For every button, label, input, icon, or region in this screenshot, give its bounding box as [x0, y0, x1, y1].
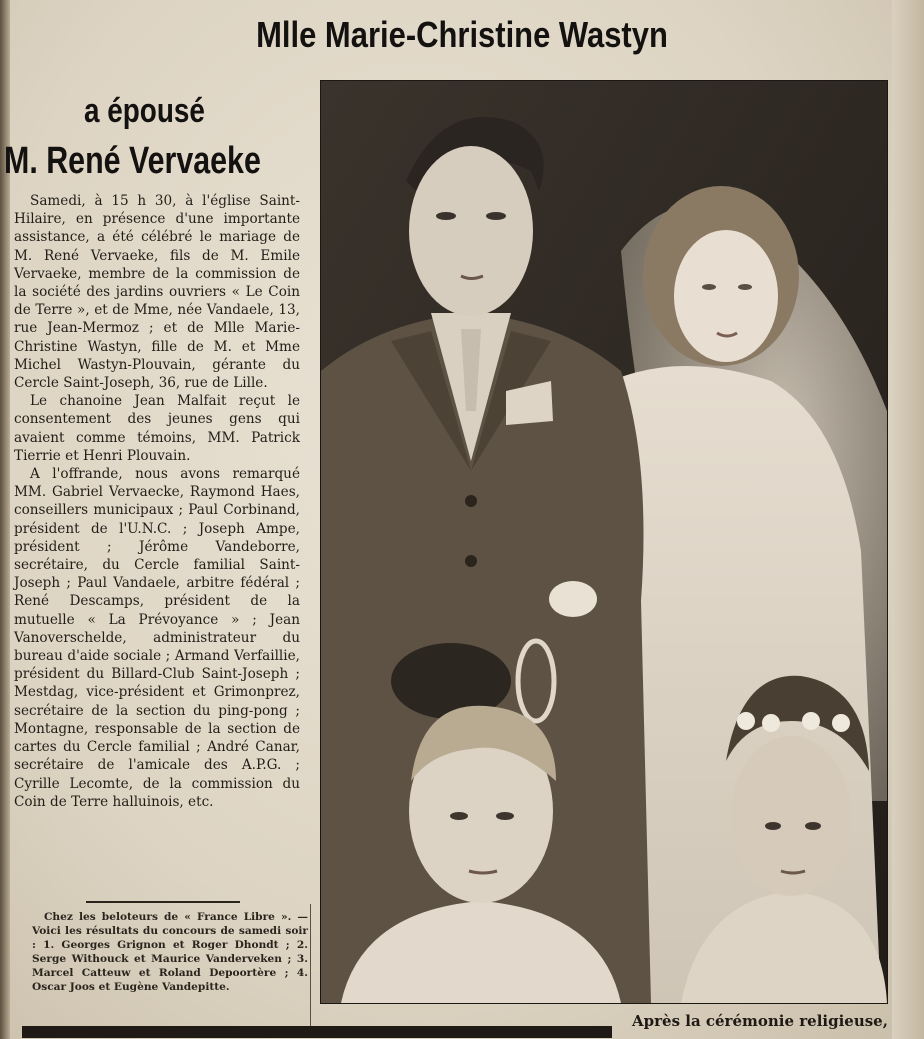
brief-paragraph: Chez les beloteurs de « France Libre ». — Voici les résultats du concours de samedi soir : 1. Georges Grignon et Roger Dhondt ; 2. Serge Withouck et Maurice Vanderveken ; 3. Marcel Catteuw et Roland Depoortère ; 4. Oscar Joos et Eugène Vandepitte.: [32, 911, 308, 993]
subheading-line-2: M. René Vervaeke: [4, 140, 261, 182]
subheading-line-1: a épousé: [84, 92, 205, 130]
page-right-margin: [892, 0, 924, 1039]
article-paragraph: Le chanoine Jean Malfait reçut le consentement des jeunes gens qui avaient comme témoins, MM. Patrick Tierrie et Henri Plouvain.: [14, 393, 300, 464]
groom-face: [409, 146, 533, 316]
article-paragraph: A l'offrande, nous avons remarqué MM. Gabriel Vervaecke, Raymond Haes, conseillers municipaux ; Paul Corbinand, président de l'U.N.C. ; Joseph Ampe, président ; Jérôme Vandeborre, secrétaire, du Cercle familial Saint-Joseph ; Paul Vandaele, arbitre fédéral ; René Descamps, président de la mutuelle « La Prévoyance » ; Jean Vanoverschelde, administrateur du bureau d'aide sociale ; Armand Verfaillie, président du Billard-Club Saint-Joseph ; Mestdag, vice-président et Grimonprez, secrétaire de la section du ping-pong ; Montagne, responsable de la section de cartes du Cercle familial ; André Canar, secrétaire de l'amicale des A.P.G. ; Cyrille Lecomte, de la commission du Coin de Terre halluinois, etc.: [14, 466, 300, 810]
headline: Mlle Marie-Christine Wastyn: [256, 14, 668, 55]
bottom-rule: [22, 1026, 612, 1038]
next-article-caption: Après la cérémonie religieuse,: [632, 1012, 888, 1030]
article-paragraph: Samedi, à 15 h 30, à l'église Saint-Hilaire, en présence d'une importante assistance, a été célébré le mariage de M. René Vervaeke, fils de M. Emile Vervaeke, membre de la commission de la société des jardins ouvriers « Le Coin de Terre », et de Mme, née Vandaele, 13, rue Jean-Mermoz ; et de Mlle Marie-Christine Wastyn, fille de M. et Mme Michel Wastyn-Plouvain, gérante du Cercle Saint-Joseph, 36, rue de Lille.: [14, 193, 300, 392]
bride-face: [674, 230, 778, 362]
brief-news-item: [32, 910, 308, 994]
wedding-photograph: [320, 80, 888, 1004]
wedding-photo-illustration: [321, 81, 887, 1003]
brief-separator-rule: [86, 901, 240, 903]
bride-glove: [549, 581, 597, 617]
article-body: [14, 192, 300, 811]
